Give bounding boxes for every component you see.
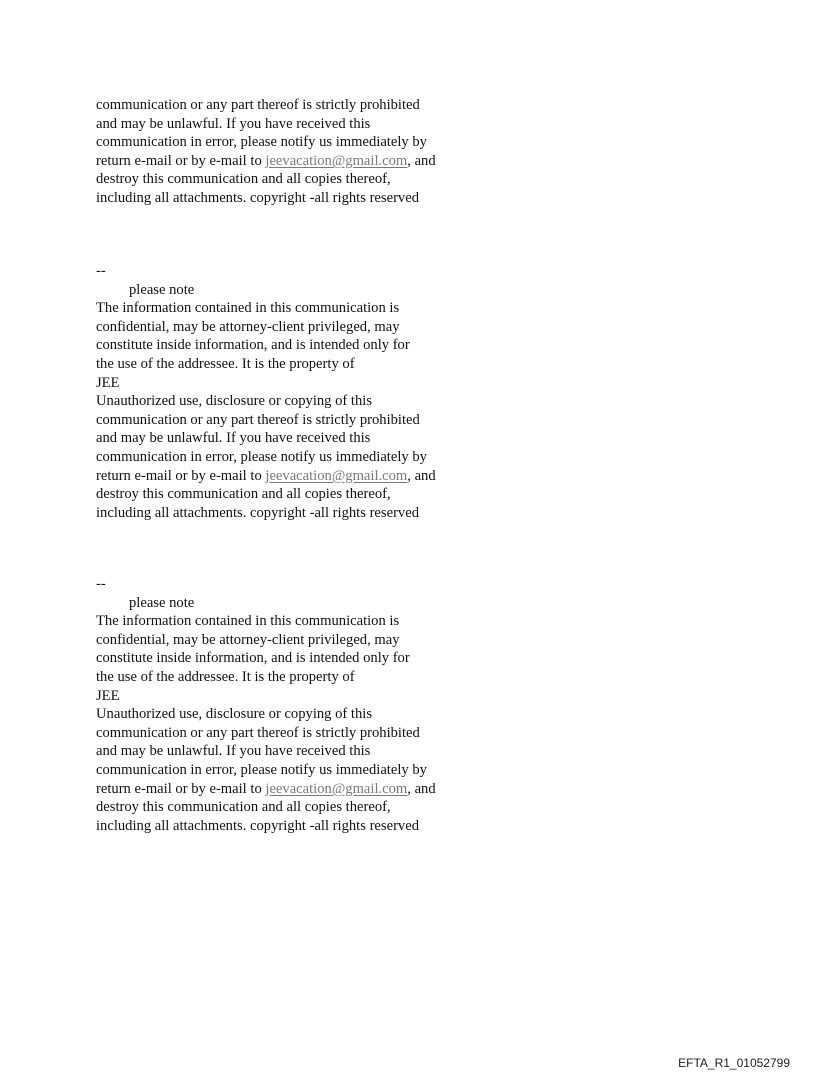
- separator: --: [96, 263, 106, 279]
- text-line: constitute inside information, and is intended only for: [96, 337, 410, 354]
- text-line: confidential, may be attorney-client privileged, may: [96, 631, 400, 648]
- text-line: Unauthorized use, disclosure or copying of this: [96, 393, 373, 410]
- text-fragment: return e-mail or by e-mail to: [96, 467, 266, 484]
- separator: --: [96, 576, 106, 592]
- text-fragment: , and: [407, 152, 436, 169]
- disclaimer-block: [96, 262, 516, 522]
- text-line-with-email: [96, 467, 516, 486]
- text-line: communication or any part thereof is strictly prohibited: [96, 411, 420, 428]
- email-link[interactable]: jeevacation@gmail.com: [265, 152, 408, 169]
- text-line: communication or any part thereof is strictly prohibited: [96, 724, 420, 741]
- text-line: The information contained in this communication is: [96, 300, 400, 317]
- text-line: communication or any part thereof is strictly prohibited: [96, 97, 420, 113]
- text-line: communication in error, please notify us immediately by: [96, 761, 427, 778]
- owner-name: JEE: [96, 374, 120, 391]
- text-line: and may be unlawful. If you have received this: [96, 115, 371, 132]
- text-line: the use of the addressee. It is the property of: [96, 355, 355, 372]
- text-fragment: , and: [407, 467, 436, 484]
- disclaimer-block: [96, 575, 516, 835]
- text-line: including all attachments. copyright -all rights reserved: [96, 504, 419, 521]
- text-line: including all attachments. copyright -all rights reserved: [96, 189, 419, 206]
- please-note-heading: please note: [129, 281, 195, 298]
- email-link[interactable]: jeevacation@gmail.com: [265, 467, 408, 484]
- disclaimer-fragment: [96, 96, 516, 208]
- text-fragment: , and: [407, 780, 436, 797]
- text-line: The information contained in this communication is: [96, 613, 400, 630]
- text-fragment: return e-mail or by e-mail to: [96, 152, 266, 169]
- text-line: constitute inside information, and is intended only for: [96, 650, 410, 667]
- text-line: the use of the addressee. It is the property of: [96, 668, 355, 685]
- text-line: including all attachments. copyright -all rights reserved: [96, 817, 419, 834]
- text-line: destroy this communication and all copies thereof,: [96, 171, 391, 188]
- text-line: and may be unlawful. If you have received this: [96, 743, 371, 760]
- please-note-heading: please note: [129, 594, 195, 611]
- text-line: destroy this communication and all copies thereof,: [96, 486, 391, 503]
- text-line-with-email: [96, 780, 516, 799]
- document-id-stamp: EFTA_R1_01052799: [678, 1056, 790, 1070]
- text-line: communication in error, please notify us immediately by: [96, 448, 427, 465]
- text-line: confidential, may be attorney-client privileged, may: [96, 318, 400, 335]
- text-fragment: return e-mail or by e-mail to: [96, 780, 266, 797]
- text-line-with-email: [96, 152, 516, 171]
- text-line: communication in error, please notify us immediately by: [96, 134, 427, 151]
- text-line: Unauthorized use, disclosure or copying of this: [96, 706, 373, 723]
- email-link[interactable]: jeevacation@gmail.com: [265, 780, 408, 797]
- text-line: and may be unlawful. If you have received this: [96, 430, 371, 447]
- owner-name: JEE: [96, 687, 120, 704]
- text-line: destroy this communication and all copies thereof,: [96, 799, 391, 816]
